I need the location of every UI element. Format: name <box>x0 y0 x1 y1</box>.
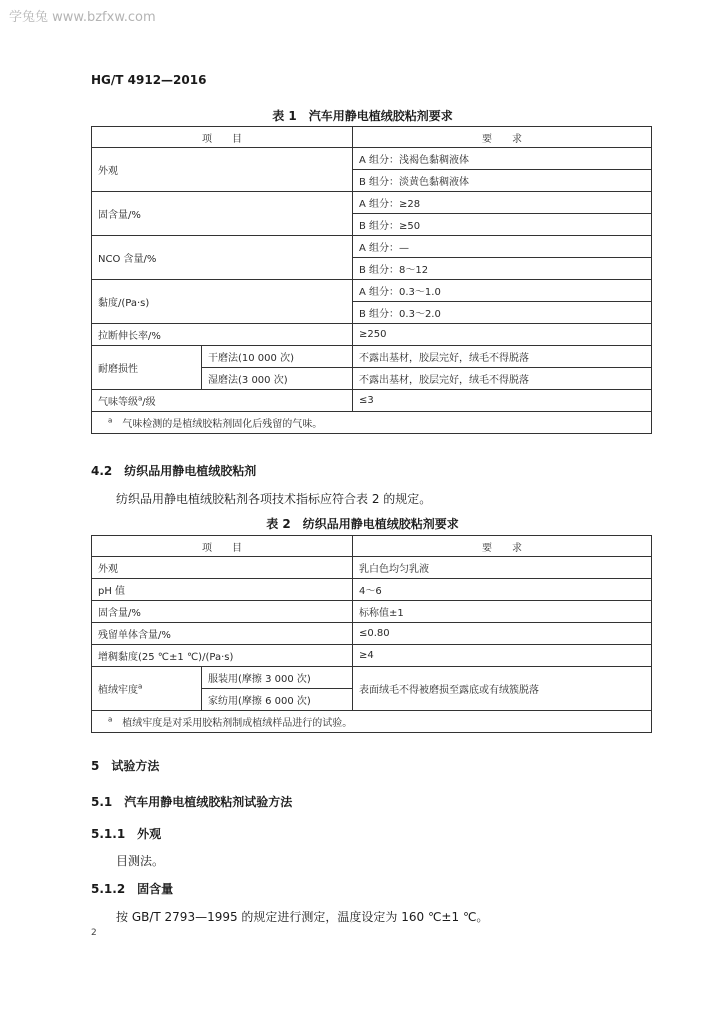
table-row <box>92 601 652 623</box>
footnote-marker: a <box>138 682 143 691</box>
cell-value: A 组分：0.3～1.0 <box>353 280 652 302</box>
cell-value: A 组分：— <box>353 236 652 258</box>
cell-value: B 组分：0.3～2.0 <box>353 302 652 324</box>
row-label-abrasion: 耐磨损性 <box>92 346 202 390</box>
cell-value: 不露出基材，胶层完好，绒毛不得脱落 <box>353 368 652 390</box>
row-label-appearance: 外观 <box>92 557 353 579</box>
section-5-1-2-text: 按 GB/T 2793—1995 的规定进行测定，温度设定为 160 ℃±1 ℃。 <box>116 910 489 924</box>
fastness-label-text: 植绒牢度 <box>98 685 138 696</box>
cell-value: 标称值±1 <box>353 601 652 623</box>
cell-value: ≥4 <box>353 645 652 667</box>
section-5-heading: 5 试验方法 <box>91 759 160 773</box>
sub-label-wet: 湿磨法(3 000 次) <box>202 368 353 390</box>
footnote-marker: a <box>108 715 113 724</box>
cell-value: ≤3 <box>353 390 652 412</box>
table-header-row <box>92 127 652 148</box>
cell-value: 4～6 <box>353 579 652 601</box>
row-label-appearance: 外观 <box>92 148 353 192</box>
table-footnote-row <box>92 412 652 434</box>
watermark: 学兔兔 www.bzfxw.com <box>9 10 156 25</box>
footnote-text: 气味检测的是植绒胶粘剂固化后残留的气味。 <box>122 419 323 430</box>
standard-number: HG/T 4912—2016 <box>91 73 207 87</box>
header-requirement: 要 求 <box>353 127 652 148</box>
footnote-marker: a <box>108 416 113 425</box>
cell-value: ≥250 <box>353 324 652 346</box>
table1 <box>91 126 652 434</box>
sub-label-home-textile: 家纺用(摩擦 6 000 次) <box>202 689 353 711</box>
section-4-2-heading: 4.2 纺织品用静电植绒胶粘剂 <box>91 464 257 478</box>
section-4-2-text: 纺织品用静电植绒胶粘剂各项技术指标应符合表 2 的规定。 <box>116 492 432 506</box>
table-row <box>92 557 652 579</box>
cell-value: 表面绒毛不得被磨损至露底或有绒簇脱落 <box>353 667 652 711</box>
table2 <box>91 535 652 733</box>
row-label-thickened-viscosity: 增稠黏度(25 ℃±1 ℃)/(Pa·s) <box>92 645 353 667</box>
sub-label-garment: 服装用(摩擦 3 000 次) <box>202 667 353 689</box>
cell-value: B 组分：8～12 <box>353 258 652 280</box>
table-row <box>92 579 652 601</box>
row-label-viscosity: 黏度/(Pa·s) <box>92 280 353 324</box>
cell-value: B 组分：淡黄色黏稠液体 <box>353 170 652 192</box>
cell-value: 乳白色均匀乳液 <box>353 557 652 579</box>
table2-caption: 表 2 纺织品用静电植绒胶粘剂要求 <box>266 517 459 531</box>
table2-footnote <box>92 711 652 733</box>
table-row <box>92 346 652 368</box>
footnote-text: 植绒牢度是对采用胶粘剂制成植绒样品进行的试验。 <box>122 718 353 729</box>
row-label-nco: NCO 含量/% <box>92 236 353 280</box>
section-5-1-1-text: 目测法。 <box>116 854 165 868</box>
row-label-flocking-fastness <box>92 667 202 711</box>
table-row <box>92 623 652 645</box>
odor-unit: /级 <box>142 397 156 408</box>
table-row <box>92 280 652 302</box>
cell-value: 不露出基材，胶层完好，绒毛不得脱落 <box>353 346 652 368</box>
table-row <box>92 192 652 214</box>
row-label-solids: 固含量/% <box>92 601 353 623</box>
table-row <box>92 324 652 346</box>
table1-footnote <box>92 412 652 434</box>
page-number: 2 <box>91 928 97 938</box>
section-5-1-heading: 5.1 汽车用静电植绒胶粘剂试验方法 <box>91 795 293 809</box>
table-row <box>92 667 652 689</box>
section-5-1-2-heading: 5.1.2 固含量 <box>91 882 174 896</box>
cell-value: A 组分：≥28 <box>353 192 652 214</box>
table-row <box>92 390 652 412</box>
row-label-odor <box>92 390 353 412</box>
cell-value: A 组分：浅褐色黏稠液体 <box>353 148 652 170</box>
table-row <box>92 148 652 170</box>
sub-label-dry: 干磨法(10 000 次) <box>202 346 353 368</box>
table-row <box>92 645 652 667</box>
table-header-row <box>92 536 652 557</box>
row-label-ph: pH 值 <box>92 579 353 601</box>
cell-value: ≤0.80 <box>353 623 652 645</box>
table1-caption: 表 1 汽车用静电植绒胶粘剂要求 <box>272 109 453 123</box>
cell-value: B 组分：≥50 <box>353 214 652 236</box>
table-row <box>92 236 652 258</box>
row-label-solids: 固含量/% <box>92 192 353 236</box>
header-requirement: 要 求 <box>353 536 652 557</box>
odor-label-text: 气味等级 <box>98 397 138 408</box>
table-footnote-row <box>92 711 652 733</box>
row-label-monomer: 残留单体含量/% <box>92 623 353 645</box>
header-item: 项 目 <box>92 536 353 557</box>
header-item: 项 目 <box>92 127 353 148</box>
footnote-marker: a <box>138 394 143 403</box>
section-5-1-1-heading: 5.1.1 外观 <box>91 827 162 841</box>
row-label-elongation: 拉断伸长率/% <box>92 324 353 346</box>
